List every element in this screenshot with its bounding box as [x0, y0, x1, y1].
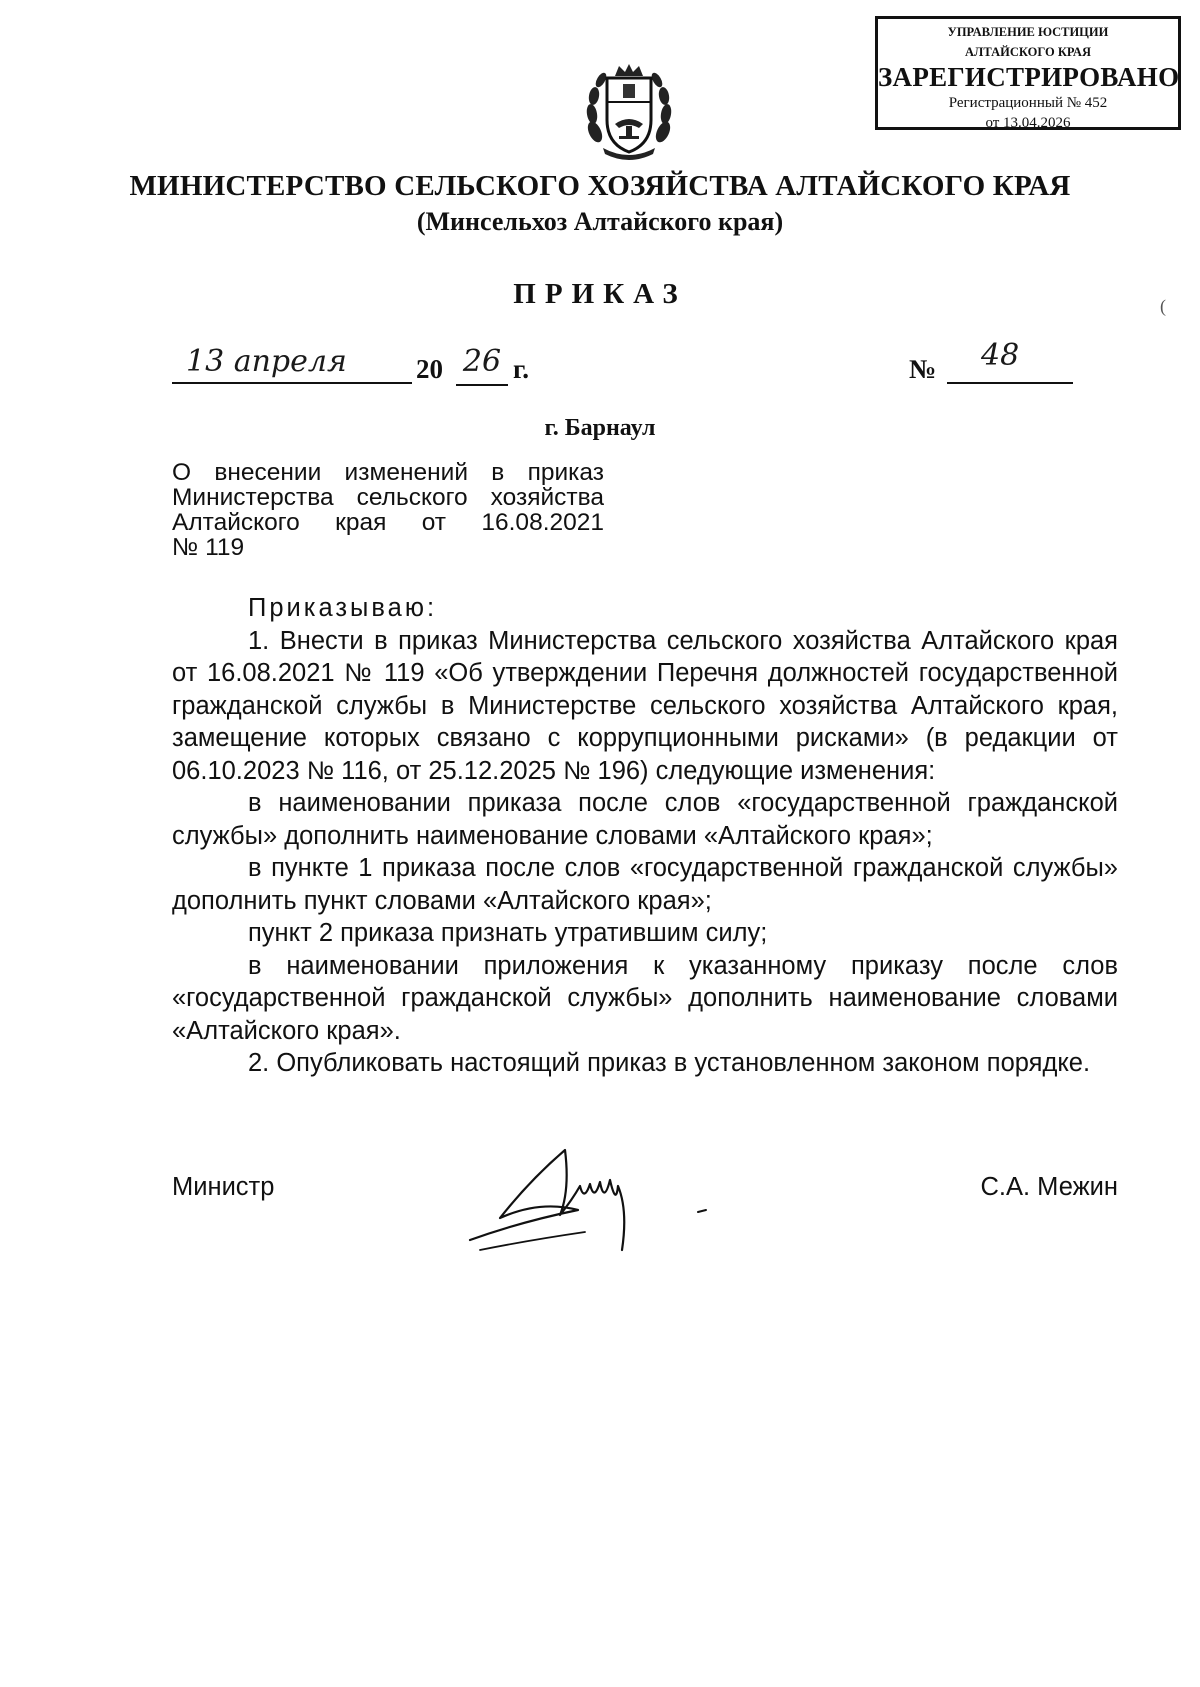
stamp-reg-date: от 13.04.2026 — [985, 115, 1071, 131]
year-prefix: 20 — [416, 354, 443, 384]
ministry-short-name: (Минсельхоз Алтайского края) — [416, 207, 784, 236]
body-paragraph: в пункте 1 приказа после слов «государственной гражданской службы» дополнить пункт словами «Алтайского края»; — [172, 854, 1118, 915]
body-paragraph: в наименовании приказа после слов «государственной гражданской службы» дополнить наименование словами «Алтайского края»; — [172, 789, 1118, 850]
order-body — [172, 592, 1118, 1080]
stamp-status: ЗАРЕГИСТРИРОВАНО — [878, 62, 1180, 92]
body-paragraph: пункт 2 приказа признать утратившим силу; — [248, 919, 768, 947]
handwritten-signature — [460, 1140, 720, 1260]
body-paragraph: 2. Опубликовать настоящий приказ в установленном законом порядке. — [248, 1049, 1091, 1077]
coat-of-arms-icon — [583, 62, 675, 168]
order-number: 48 — [947, 338, 1073, 384]
number-sign: № — [909, 354, 937, 384]
subject-line: Министерства сельского хозяйства — [172, 484, 604, 511]
order-subject — [172, 460, 604, 560]
body-heading: Приказываю: — [248, 594, 438, 622]
stamp-reg-number: Регистрационный № 452 — [948, 95, 1108, 111]
subject-line: Алтайского края от 16.08.2021 — [172, 509, 604, 536]
signer-name: С.А. Межин — [980, 1173, 1118, 1201]
subject-line: О внесении изменений в приказ — [172, 459, 604, 486]
city: г. Барнаул — [544, 415, 656, 441]
year-mark: г. — [513, 354, 529, 384]
subject-line: № 119 — [172, 534, 245, 561]
date-number-line — [172, 338, 1072, 396]
scan-mark: ( — [1160, 296, 1166, 316]
body-paragraph: 1. Внести в приказ Министерства сельского хозяйства Алтайского края от 16.08.2021 № 119 «Об утверждении Перечня должностей государственной гражданской службы в Министерстве сельского хозяйства Алтайского края, замещение которых связано с коррупционными рисками» (в редакции от 06.10.2023 № 116, от 25.12.2025 № 196) следующие изменения: — [172, 626, 1118, 785]
stamp-org-line2: АЛТАЙСКОГО КРАЯ — [965, 45, 1091, 59]
body-paragraph: в наименовании приложения к указанному приказу после слов «государственной гражданской службы» дополнить наименование словами «Алтайского края». — [172, 951, 1118, 1045]
document-type: ПРИКАЗ — [513, 278, 687, 310]
ministry-name: МИНИСТЕРСТВО СЕЛЬСКОГО ХОЗЯЙСТВА АЛТАЙСКОГО КРАЯ — [129, 170, 1071, 202]
stamp-org-line1: УПРАВЛЕНИЕ ЮСТИЦИИ — [947, 25, 1109, 39]
date-day-month: 13 апреля — [172, 344, 412, 384]
registration-stamp — [875, 16, 1181, 130]
year-suffix-handwritten: 26 — [456, 344, 508, 386]
signer-title: Министр — [172, 1173, 275, 1201]
